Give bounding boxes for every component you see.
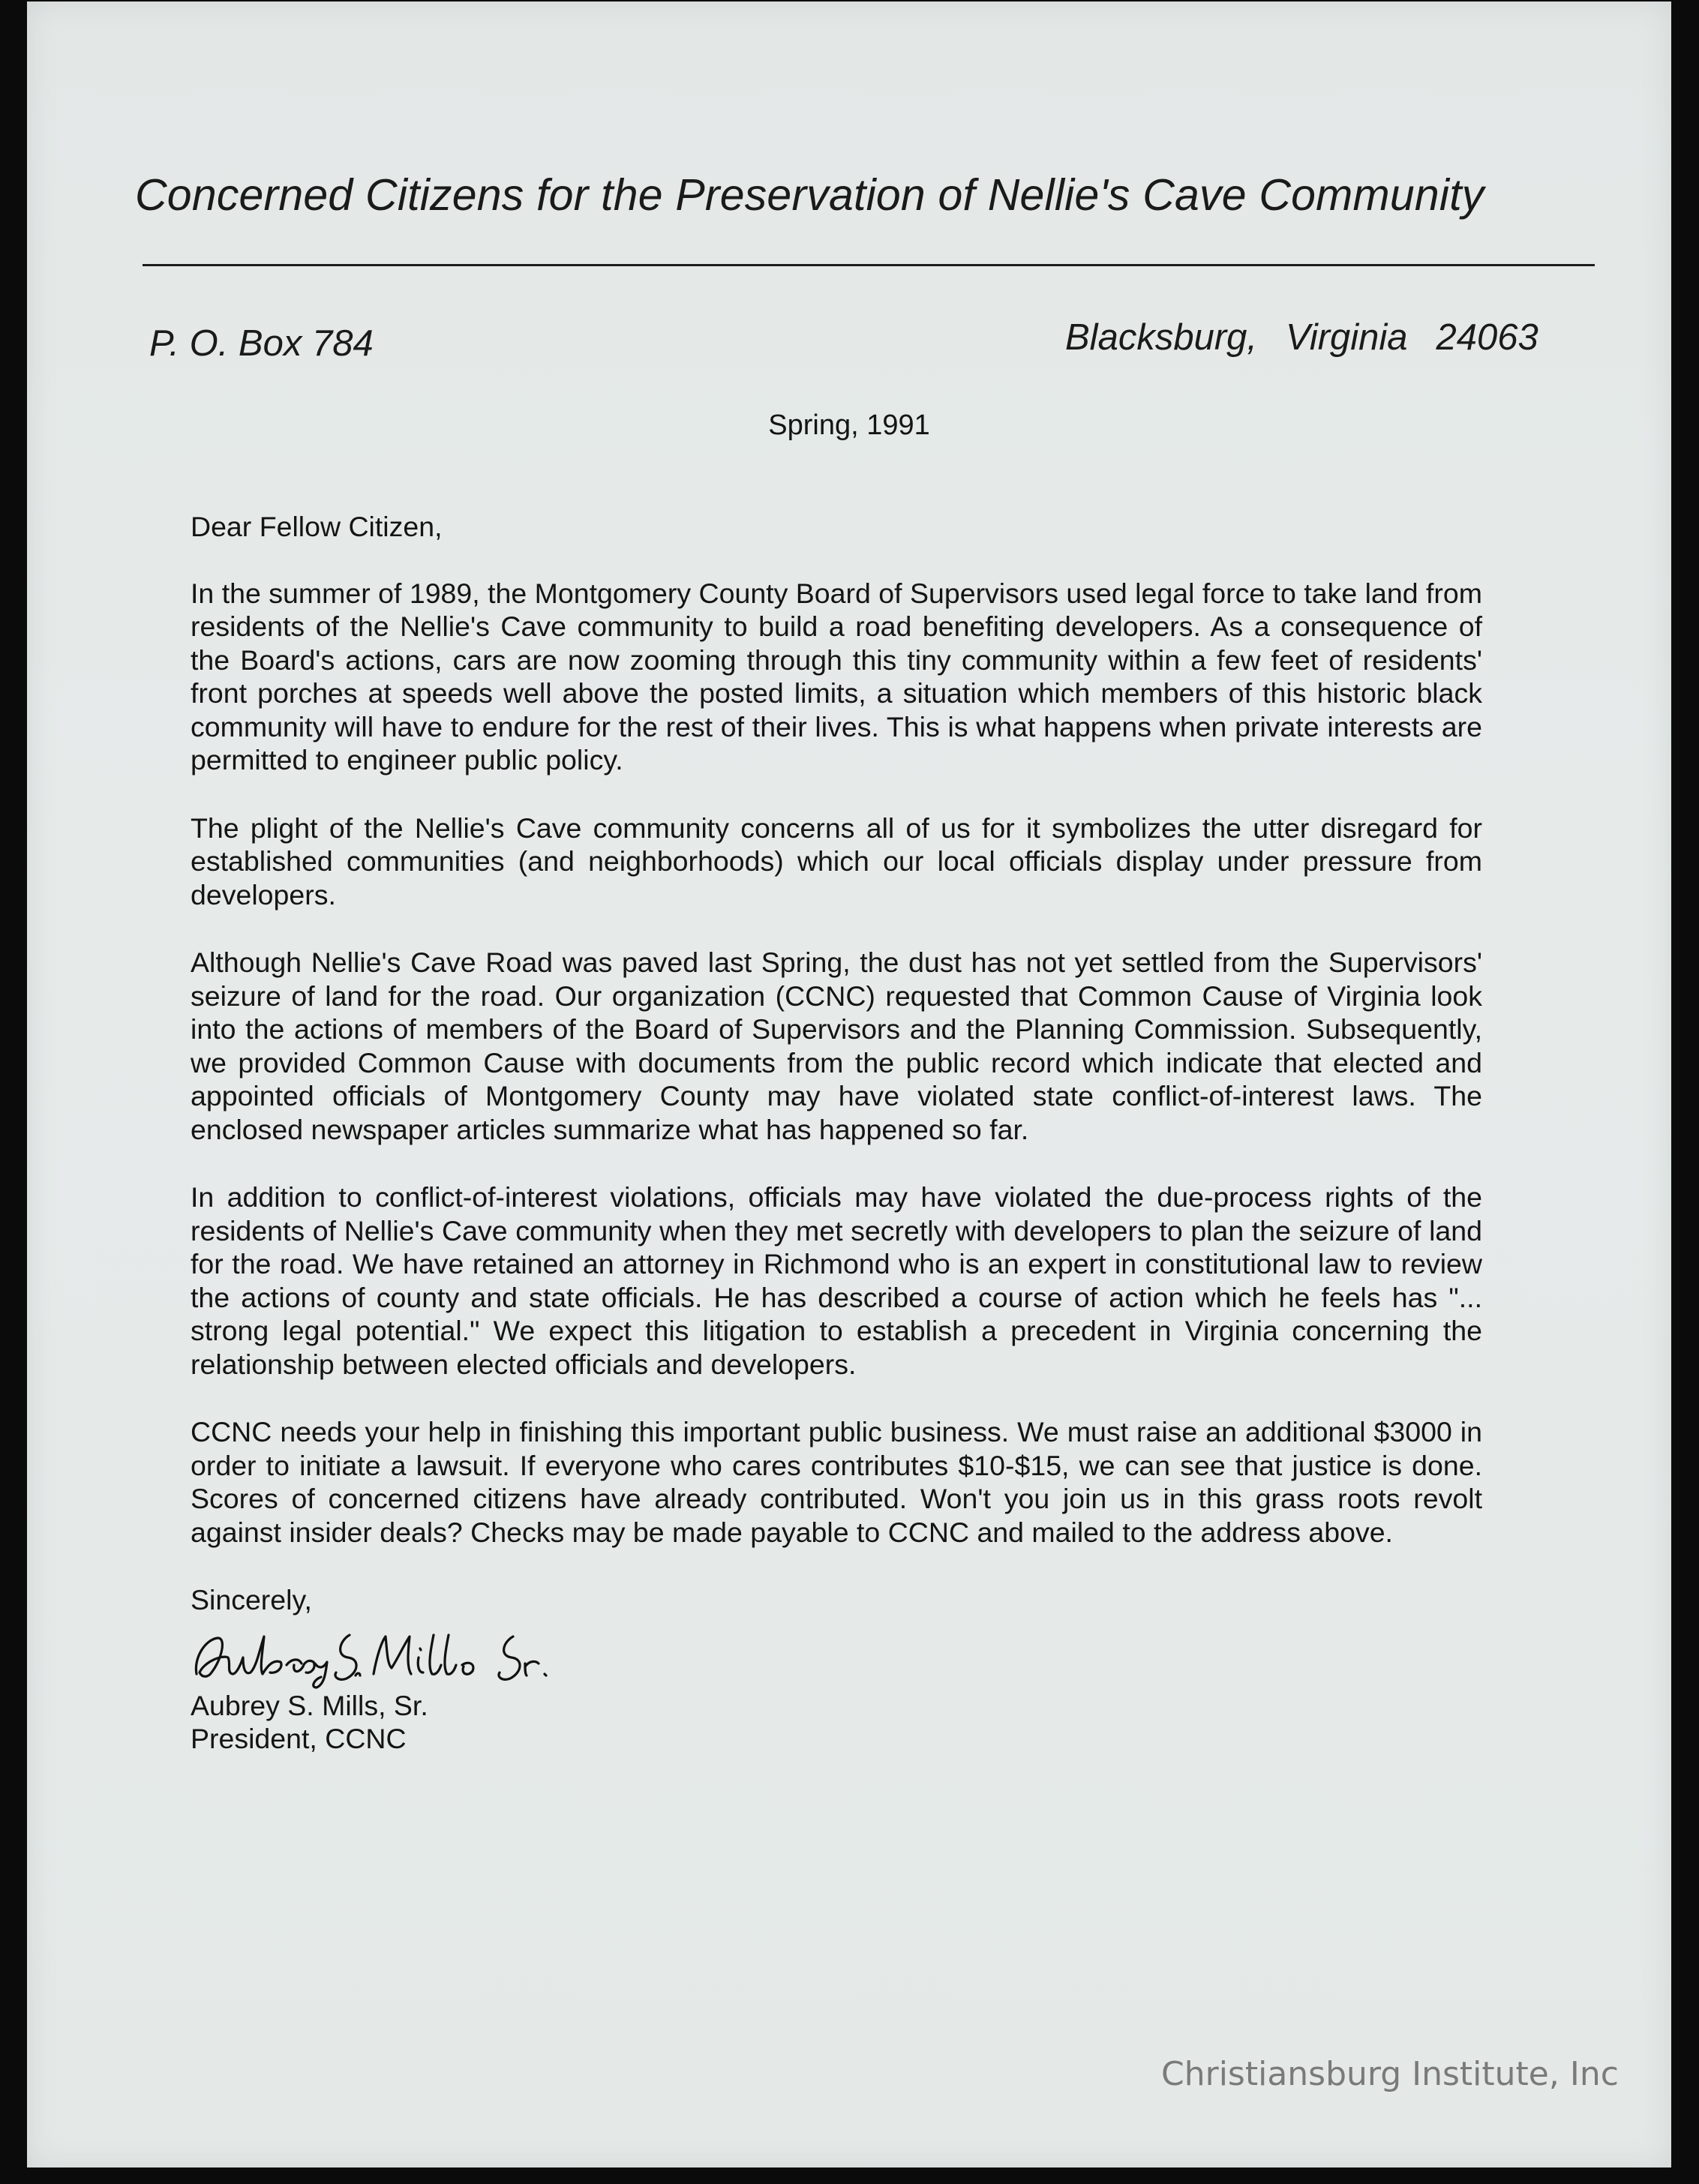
letterhead-state: Virginia (1286, 317, 1408, 358)
closing: Sincerely, (191, 1584, 312, 1616)
letter-body (191, 510, 1482, 1756)
signer-title: President, CCNC (191, 1723, 407, 1754)
salutation: Dear Fellow Citizen, (191, 511, 443, 542)
paragraph-4: In addition to conflict-of-interest violations, officials may have violated the due-process rights of the residents of Nellie's Cave community when they met secretly with developers to plan the seizure of land for the road. We have retained an attorney in Richmond who is an expert in constitutional law to review the actions of county and state officials. He has described a course of action which he feels has "... strong legal potential." We expect this litigation to establish a precedent in Virginia concerning the relationship between elected officials and developers. (191, 1181, 1482, 1380)
paragraph-3: Although Nellie's Cave Road was paved last Spring, the dust has not yet settled from the Supervisors' seizure of land for the road. Our organization (CCNC) requested that Common Cause of Virginia look into the actions of members of the Board of Supervisors and the Planning Commission. Subsequently, we provided Common Cause with documents from the public record which indicate that elected and appointed officials of Montgomery County may have violated state conflict-of-interest laws. The enclosed newspaper articles summarize what has happened so far. (191, 946, 1482, 1145)
letterhead-organization: Concerned Citizens for the Preservation of Nellie's Cave Community (135, 170, 1484, 220)
letter-date: Spring, 1991 (768, 410, 930, 441)
paragraph-1: In the summer of 1989, the Montgomery County Board of Supervisors used legal force to take land from residents of the Nellie's Cave community to build a road benefiting developers. As a consequence of the Board's actions, cars are now zooming through this tiny community within a few feet of residents' front porches at speeds well above the posted limits, a situation which members of this historic black community will have to endure for the rest of their lives. This is what happens when private interests are permitted to engineer public policy. (191, 577, 1482, 776)
letterhead-po-box: P. O. Box 784 (149, 323, 374, 364)
handwritten-signature (189, 1620, 579, 1689)
letterhead-divider (143, 264, 1595, 266)
paragraph-5: CCNC needs your help in finishing this important public business. We must raise an additional $3000 in order to initiate a lawsuit. If everyone who cares contributes $10-$15, we can see that justice is done. Scores of concerned citizens have already contributed. Won't you join us in this grass roots revolt against insider deals? Checks may be made payable to CCNC and mailed to the address above. (191, 1416, 1482, 1548)
letter-page (27, 2, 1671, 2168)
letterhead-zip: 24063 (1436, 317, 1538, 358)
paragraph-2: The plight of the Nellie's Cave community concerns all of us for it symbolizes the utter disregard for established communities (and neighborhoods) which our local officials display under pressure from developers. (191, 812, 1482, 910)
signer-name: Aubrey S. Mills, Sr. (191, 1689, 428, 1721)
watermark: Christiansburg Institute, Inc (1161, 2055, 1619, 2093)
letterhead-city: Blacksburg, (1065, 317, 1258, 358)
letterhead-city-state-zip (1065, 316, 1538, 358)
